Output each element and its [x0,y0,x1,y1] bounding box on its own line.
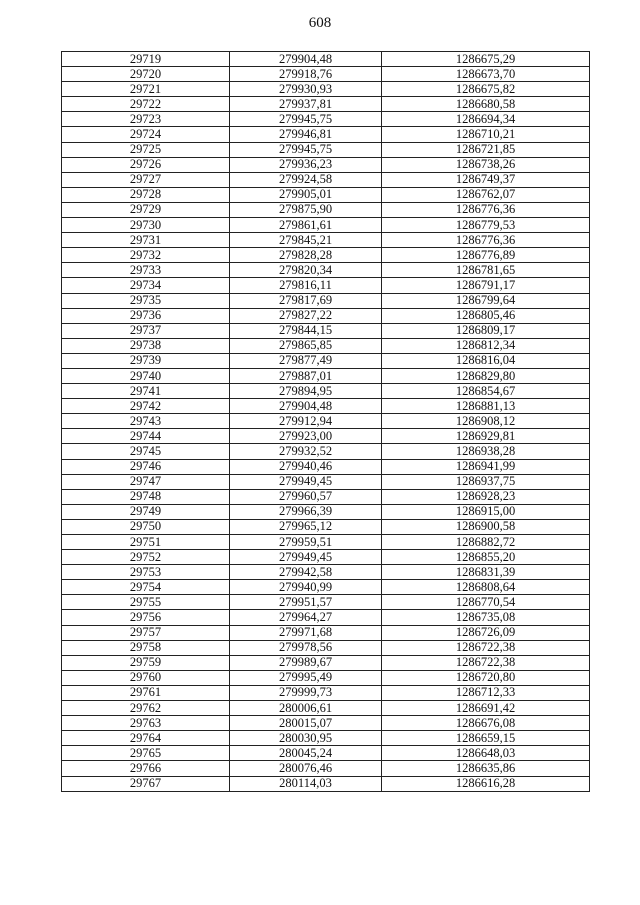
x-coordinate-cell: 279940,46 [230,459,382,474]
table-row [62,82,590,97]
x-coordinate-cell: 280006,61 [230,701,382,716]
y-coordinate-cell: 1286882,72 [382,535,590,550]
table-row [62,218,590,233]
y-coordinate-cell: 1286941,99 [382,459,590,474]
table-row [62,187,590,202]
table-row [62,459,590,474]
x-coordinate-cell: 279820,34 [230,263,382,278]
point-number-cell: 29764 [62,731,230,746]
y-coordinate-cell: 1286635,86 [382,761,590,776]
table-row [62,353,590,368]
y-coordinate-cell: 1286710,21 [382,127,590,142]
y-coordinate-cell: 1286799,64 [382,293,590,308]
point-number-cell: 29751 [62,535,230,550]
table-row [62,414,590,429]
y-coordinate-cell: 1286659,15 [382,731,590,746]
table-row [62,701,590,716]
x-coordinate-cell: 279946,81 [230,127,382,142]
y-coordinate-cell: 1286726,09 [382,625,590,640]
table-row [62,595,590,610]
x-coordinate-cell: 279989,67 [230,655,382,670]
table-row [62,716,590,731]
x-coordinate-cell: 279912,94 [230,414,382,429]
point-number-cell: 29719 [62,52,230,67]
table-row [62,233,590,248]
y-coordinate-cell: 1286808,64 [382,580,590,595]
x-coordinate-cell: 279877,49 [230,353,382,368]
point-number-cell: 29734 [62,278,230,293]
y-coordinate-cell: 1286779,53 [382,218,590,233]
table-row [62,489,590,504]
table-row [62,338,590,353]
x-coordinate-cell: 280045,24 [230,746,382,761]
x-coordinate-cell: 279966,39 [230,504,382,519]
table-row [62,610,590,625]
point-number-cell: 29746 [62,459,230,474]
point-number-cell: 29722 [62,97,230,112]
point-number-cell: 29744 [62,429,230,444]
y-coordinate-cell: 1286791,17 [382,278,590,293]
x-coordinate-cell: 279861,61 [230,218,382,233]
table-row [62,776,590,791]
coordinates-table [61,51,590,792]
point-number-cell: 29757 [62,625,230,640]
x-coordinate-cell: 279960,57 [230,489,382,504]
table-row [62,731,590,746]
x-coordinate-cell: 279940,99 [230,580,382,595]
y-coordinate-cell: 1286749,37 [382,172,590,187]
y-coordinate-cell: 1286722,38 [382,655,590,670]
y-coordinate-cell: 1286738,26 [382,157,590,172]
y-coordinate-cell: 1286816,04 [382,353,590,368]
table-body [62,52,590,792]
x-coordinate-cell: 279965,12 [230,519,382,534]
table-row [62,550,590,565]
point-number-cell: 29732 [62,248,230,263]
point-number-cell: 29750 [62,519,230,534]
y-coordinate-cell: 1286937,75 [382,474,590,489]
table-row [62,278,590,293]
table-row [62,640,590,655]
page-number: 608 [308,15,332,31]
point-number-cell: 29766 [62,761,230,776]
table-row [62,368,590,383]
x-coordinate-cell: 279844,15 [230,323,382,338]
y-coordinate-cell: 1286648,03 [382,746,590,761]
table-row [62,157,590,172]
x-coordinate-cell: 279964,27 [230,610,382,625]
x-coordinate-cell: 279887,01 [230,368,382,383]
x-coordinate-cell: 279930,93 [230,82,382,97]
point-number-cell: 29759 [62,655,230,670]
table-row [62,142,590,157]
y-coordinate-cell: 1286616,28 [382,776,590,791]
x-coordinate-cell: 279971,68 [230,625,382,640]
table-row [62,248,590,263]
point-number-cell: 29762 [62,701,230,716]
point-number-cell: 29743 [62,414,230,429]
point-number-cell: 29741 [62,384,230,399]
point-number-cell: 29752 [62,550,230,565]
x-coordinate-cell: 279828,28 [230,248,382,263]
table-row [62,474,590,489]
y-coordinate-cell: 1286929,81 [382,429,590,444]
point-number-cell: 29748 [62,489,230,504]
x-coordinate-cell: 280114,03 [230,776,382,791]
y-coordinate-cell: 1286691,42 [382,701,590,716]
y-coordinate-cell: 1286676,08 [382,716,590,731]
y-coordinate-cell: 1286721,85 [382,142,590,157]
point-number-cell: 29733 [62,263,230,278]
point-number-cell: 29723 [62,112,230,127]
y-coordinate-cell: 1286735,08 [382,610,590,625]
point-number-cell: 29739 [62,353,230,368]
point-number-cell: 29753 [62,565,230,580]
point-number-cell: 29765 [62,746,230,761]
table-row [62,67,590,82]
table-row [62,504,590,519]
y-coordinate-cell: 1286712,33 [382,685,590,700]
y-coordinate-cell: 1286694,34 [382,112,590,127]
table-row [62,308,590,323]
point-number-cell: 29747 [62,474,230,489]
y-coordinate-cell: 1286720,80 [382,670,590,685]
x-coordinate-cell: 280076,46 [230,761,382,776]
point-number-cell: 29742 [62,399,230,414]
y-coordinate-cell: 1286673,70 [382,67,590,82]
x-coordinate-cell: 279945,75 [230,142,382,157]
point-number-cell: 29731 [62,233,230,248]
x-coordinate-cell: 279875,90 [230,202,382,217]
y-coordinate-cell: 1286762,07 [382,187,590,202]
x-coordinate-cell: 279918,76 [230,67,382,82]
table-row [62,625,590,640]
point-number-cell: 29740 [62,368,230,383]
x-coordinate-cell: 279905,01 [230,187,382,202]
table-row [62,535,590,550]
point-number-cell: 29726 [62,157,230,172]
y-coordinate-cell: 1286881,13 [382,399,590,414]
point-number-cell: 29736 [62,308,230,323]
x-coordinate-cell: 279923,00 [230,429,382,444]
x-coordinate-cell: 279951,57 [230,595,382,610]
table-row [62,127,590,142]
table-row [62,112,590,127]
table-row [62,323,590,338]
y-coordinate-cell: 1286812,34 [382,338,590,353]
y-coordinate-cell: 1286722,38 [382,640,590,655]
table-row [62,293,590,308]
point-number-cell: 29721 [62,82,230,97]
point-number-cell: 29735 [62,293,230,308]
table-row [62,384,590,399]
x-coordinate-cell: 279817,69 [230,293,382,308]
y-coordinate-cell: 1286900,58 [382,519,590,534]
table-row [62,761,590,776]
y-coordinate-cell: 1286776,89 [382,248,590,263]
table-row [62,746,590,761]
point-number-cell: 29724 [62,127,230,142]
y-coordinate-cell: 1286928,23 [382,489,590,504]
x-coordinate-cell: 279894,95 [230,384,382,399]
x-coordinate-cell: 279995,49 [230,670,382,685]
y-coordinate-cell: 1286770,54 [382,595,590,610]
y-coordinate-cell: 1286680,58 [382,97,590,112]
y-coordinate-cell: 1286855,20 [382,550,590,565]
x-coordinate-cell: 279978,56 [230,640,382,655]
x-coordinate-cell: 279959,51 [230,535,382,550]
y-coordinate-cell: 1286915,00 [382,504,590,519]
point-number-cell: 29755 [62,595,230,610]
y-coordinate-cell: 1286675,82 [382,82,590,97]
point-number-cell: 29756 [62,610,230,625]
y-coordinate-cell: 1286831,39 [382,565,590,580]
y-coordinate-cell: 1286809,17 [382,323,590,338]
table-row [62,52,590,67]
x-coordinate-cell: 279816,11 [230,278,382,293]
x-coordinate-cell: 280015,07 [230,716,382,731]
point-number-cell: 29763 [62,716,230,731]
table-row [62,444,590,459]
table-row [62,655,590,670]
x-coordinate-cell: 279949,45 [230,550,382,565]
y-coordinate-cell: 1286854,67 [382,384,590,399]
point-number-cell: 29725 [62,142,230,157]
x-coordinate-cell: 279936,23 [230,157,382,172]
point-number-cell: 29760 [62,670,230,685]
table-row [62,519,590,534]
x-coordinate-cell: 279949,45 [230,474,382,489]
table-row [62,263,590,278]
table-row [62,685,590,700]
point-number-cell: 29749 [62,504,230,519]
point-number-cell: 29730 [62,218,230,233]
point-number-cell: 29729 [62,202,230,217]
point-number-cell: 29767 [62,776,230,791]
y-coordinate-cell: 1286776,36 [382,233,590,248]
table-row [62,399,590,414]
table-row [62,580,590,595]
point-number-cell: 29754 [62,580,230,595]
table-row [62,172,590,187]
x-coordinate-cell: 279932,52 [230,444,382,459]
point-number-cell: 29738 [62,338,230,353]
table-row [62,565,590,580]
x-coordinate-cell: 279845,21 [230,233,382,248]
point-number-cell: 29737 [62,323,230,338]
point-number-cell: 29745 [62,444,230,459]
y-coordinate-cell: 1286908,12 [382,414,590,429]
x-coordinate-cell: 279904,48 [230,52,382,67]
point-number-cell: 29720 [62,67,230,82]
x-coordinate-cell: 280030,95 [230,731,382,746]
x-coordinate-cell: 279945,75 [230,112,382,127]
y-coordinate-cell: 1286675,29 [382,52,590,67]
x-coordinate-cell: 279924,58 [230,172,382,187]
x-coordinate-cell: 279942,58 [230,565,382,580]
point-number-cell: 29728 [62,187,230,202]
x-coordinate-cell: 279999,73 [230,685,382,700]
table-row [62,670,590,685]
point-number-cell: 29727 [62,172,230,187]
y-coordinate-cell: 1286938,28 [382,444,590,459]
table-row [62,97,590,112]
x-coordinate-cell: 279827,22 [230,308,382,323]
x-coordinate-cell: 279937,81 [230,97,382,112]
x-coordinate-cell: 279904,48 [230,399,382,414]
point-number-cell: 29761 [62,685,230,700]
y-coordinate-cell: 1286781,65 [382,263,590,278]
x-coordinate-cell: 279865,85 [230,338,382,353]
y-coordinate-cell: 1286829,80 [382,368,590,383]
point-number-cell: 29758 [62,640,230,655]
y-coordinate-cell: 1286805,46 [382,308,590,323]
table-row [62,429,590,444]
table-row [62,202,590,217]
y-coordinate-cell: 1286776,36 [382,202,590,217]
